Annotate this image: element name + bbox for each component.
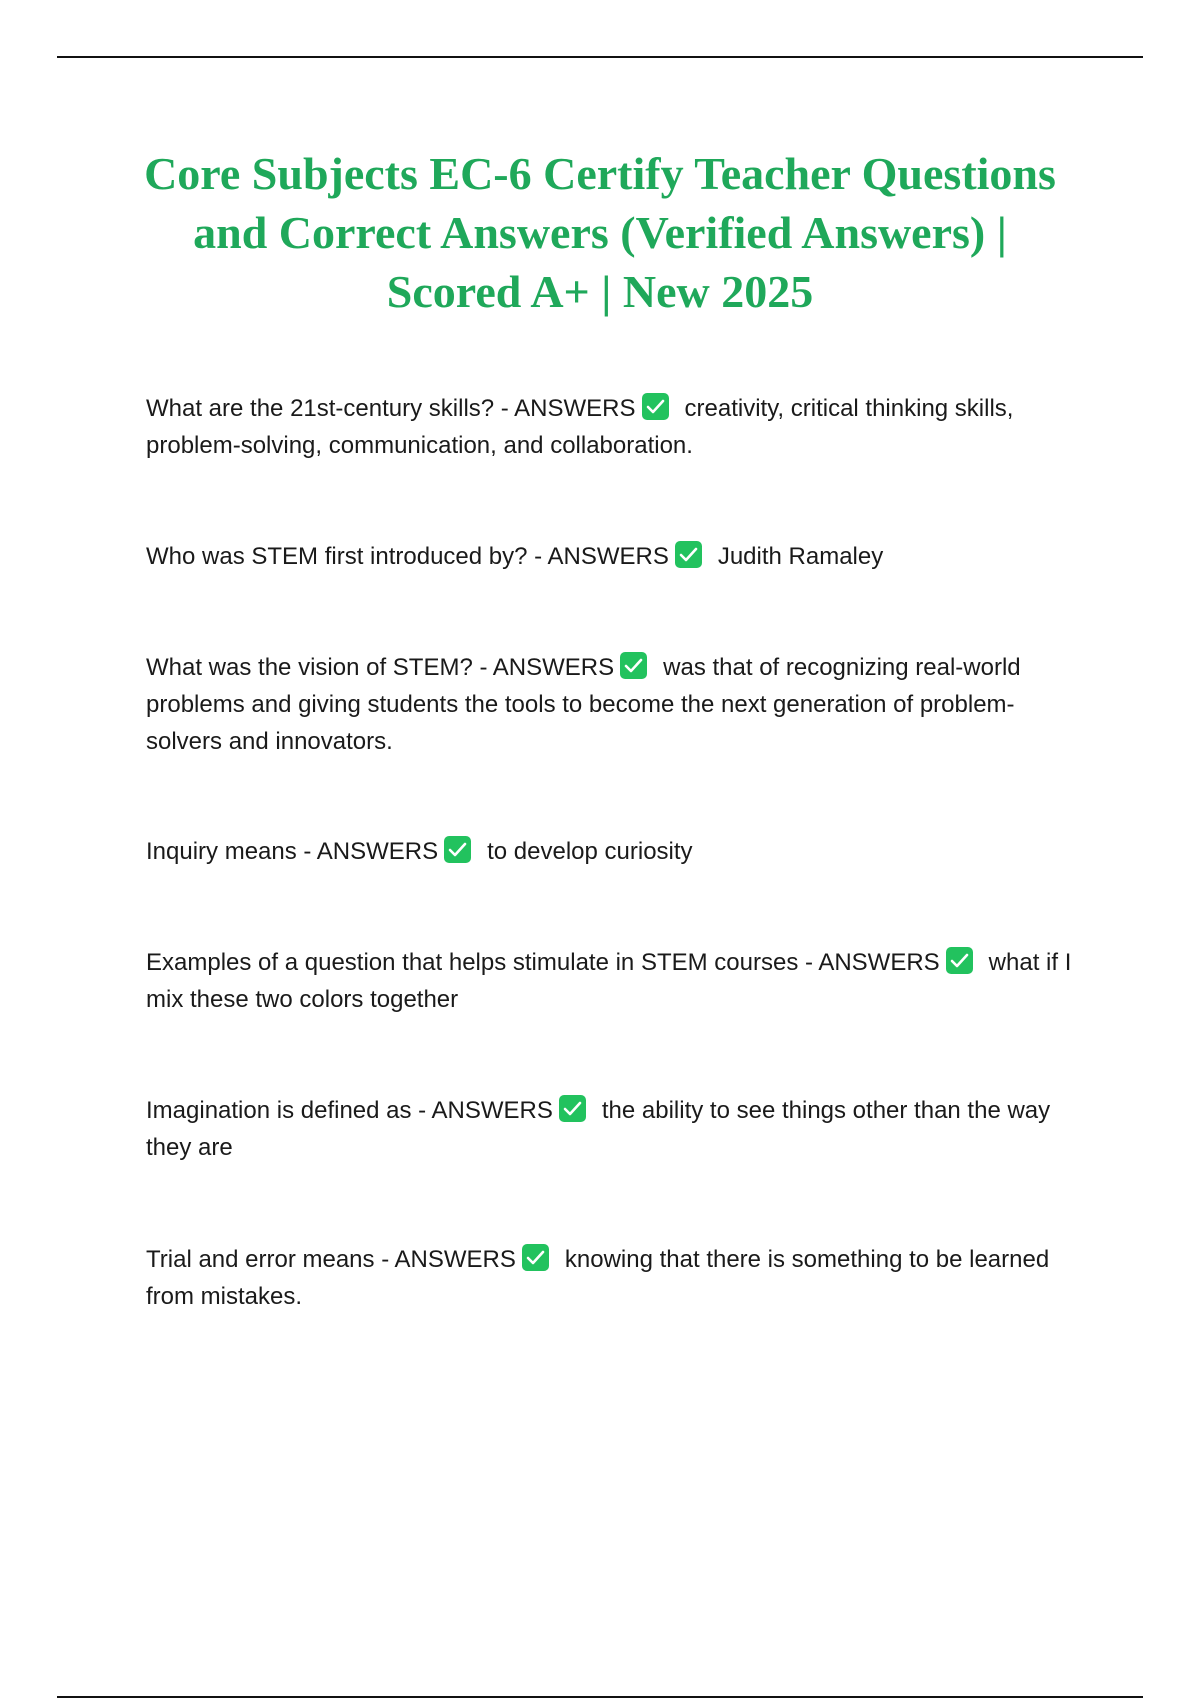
answer-text: the ability to see things other than the way they are — [146, 1097, 1051, 1161]
checkmark-icon — [642, 393, 669, 420]
question-text: What are the 21st-century skills? - ANSWERS — [146, 395, 636, 422]
checkmark-icon — [620, 652, 647, 679]
qa-item — [146, 833, 1086, 870]
checkmark-icon — [675, 541, 702, 568]
question-text: What was the vision of STEM? - ANSWERS — [146, 654, 615, 681]
answer-text: knowing that there is something to be learned from mistakes. — [146, 1246, 1050, 1310]
qa-item — [146, 1092, 1086, 1166]
qa-item — [146, 649, 1086, 760]
qa-item — [146, 1241, 1086, 1315]
checkmark-icon — [559, 1095, 586, 1122]
question-text: Who was STEM first introduced by? - ANSWERS — [146, 543, 669, 570]
checkmark-icon — [444, 836, 471, 863]
answer-text: was that of recognizing real-world problems and giving students the tools to become the next generation of problem-solvers and innovators. — [146, 654, 1021, 755]
checkmark-icon — [522, 1244, 549, 1271]
answer-text: what if I mix these two colors together — [146, 949, 1072, 1013]
question-text: Examples of a question that helps stimulate in STEM courses - ANSWERS — [146, 949, 940, 976]
answer-text: creativity, critical thinking skills, problem-solving, communication, and collaboration. — [146, 395, 1014, 459]
answer-text: Judith Ramaley — [717, 543, 884, 570]
qa-item — [146, 944, 1086, 1018]
qa-item — [146, 538, 1086, 575]
page-title: Core Subjects EC-6 Certify Teacher Questions and Correct Answers (Verified Answers) | Scored A+ | New 2025 — [144, 148, 1056, 317]
qa-item — [146, 390, 1086, 464]
checkmark-icon — [946, 947, 973, 974]
top-rule — [57, 56, 1143, 58]
bottom-rule — [57, 1696, 1143, 1698]
question-text: Inquiry means - ANSWERS — [146, 838, 439, 865]
question-text: Imagination is defined as - ANSWERS — [146, 1097, 553, 1124]
question-text: Trial and error means - ANSWERS — [146, 1246, 516, 1273]
answer-text: to develop curiosity — [487, 838, 693, 865]
